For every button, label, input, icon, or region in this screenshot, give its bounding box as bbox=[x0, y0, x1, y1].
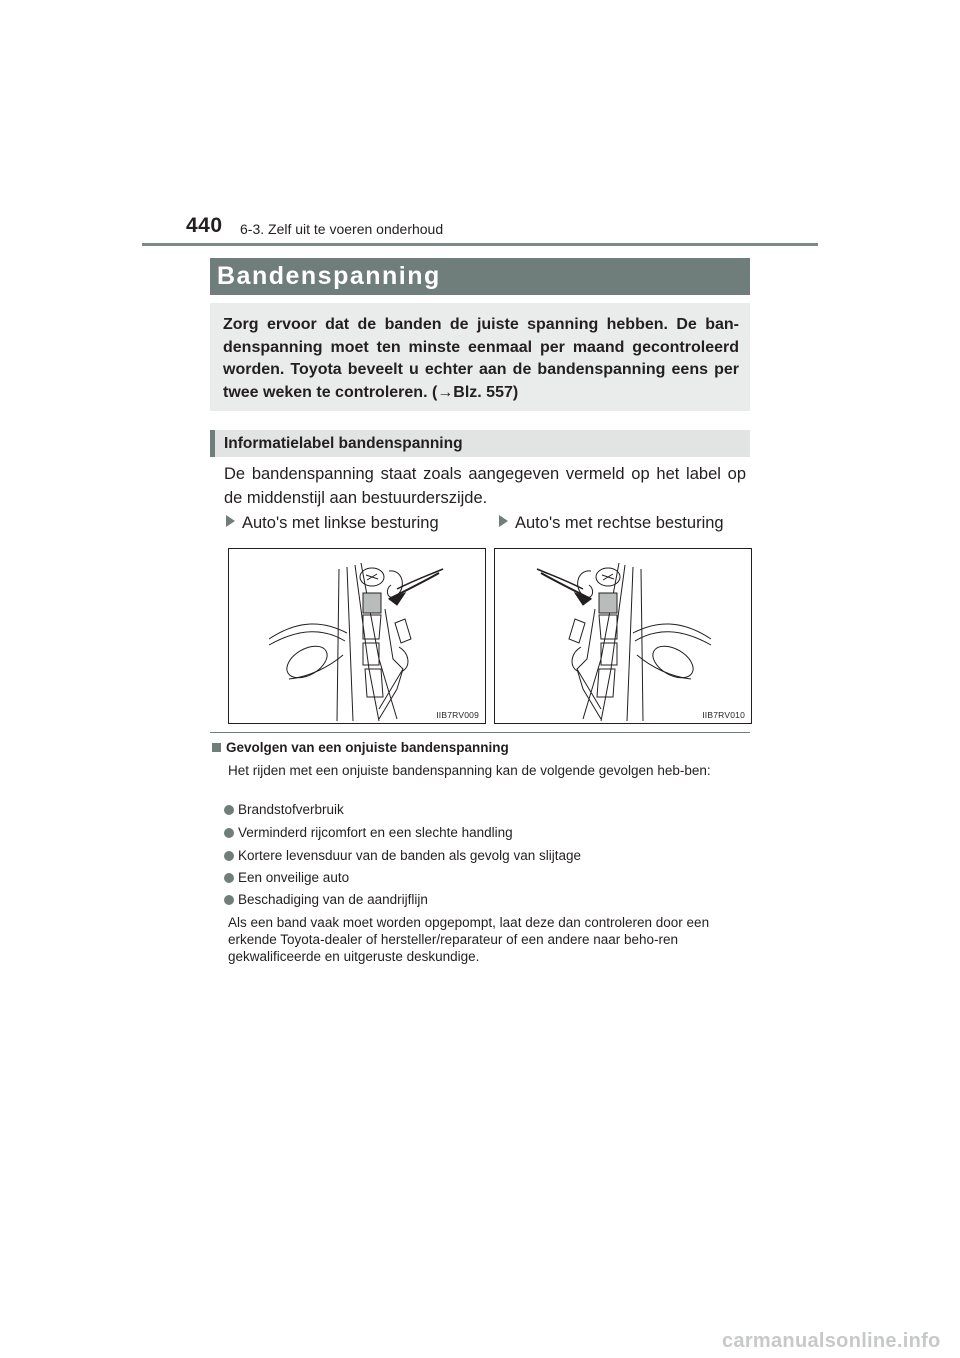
list-item: Een onveilige auto bbox=[224, 870, 349, 885]
right-figure-code: IIB7RV010 bbox=[702, 710, 745, 720]
left-figure-code: IIB7RV009 bbox=[436, 710, 479, 720]
bullet-dot-icon bbox=[224, 895, 234, 905]
consequences-heading-text: Gevolgen van een onjuiste bandenspanning bbox=[226, 740, 509, 755]
watermark: carmanualsonline.info bbox=[722, 1330, 941, 1352]
subheading-accent bbox=[210, 430, 215, 457]
header-rule bbox=[142, 243, 818, 246]
triangle-bullet-icon bbox=[499, 515, 508, 527]
bullet-dot-icon bbox=[224, 873, 234, 883]
intro-text: Zorg ervoor dat de banden de juiste spanning hebben. De ban-denspanning moet ten minste eenmaal per maand gecontroleerd worden. Toyota beveelt u echter aan de bandenspanning eens per twee weken te controleren. (→Blz. 557) bbox=[223, 316, 739, 401]
bullet-dot-icon bbox=[224, 851, 234, 861]
list-item: Kortere levensduur van de banden als gevolg van slijtage bbox=[224, 848, 581, 863]
title-bar bbox=[210, 258, 750, 295]
left-pillar-drawing bbox=[229, 549, 485, 723]
subheading: Informatielabel bandenspanning bbox=[224, 435, 463, 452]
consequences-intro: Het rijden met een onjuiste bandenspanning kan de volgende gevolgen heb-ben: bbox=[228, 763, 711, 778]
left-caption-text: Auto's met linkse besturing bbox=[242, 514, 439, 532]
bullet-dot-icon bbox=[224, 828, 234, 838]
page-title: Bandenspanning bbox=[217, 262, 441, 290]
bullet-dot-icon bbox=[224, 805, 234, 815]
intro-box bbox=[210, 303, 750, 411]
right-caption-text: Auto's met rechtse besturing bbox=[515, 514, 724, 532]
subheading-bar bbox=[210, 430, 750, 457]
left-figure-caption bbox=[226, 514, 439, 533]
list-item: Brandstofverbruik bbox=[224, 802, 344, 817]
body-paragraph: De bandenspanning staat zoals aangegeven vermeld op het label op de middenstijl aan bestuurderszijde. bbox=[224, 465, 746, 507]
consequences-note: Als een band vaak moet worden opgepompt, laat deze dan controleren door een erkende Toyota-dealer of hersteller/reparateur of een andere naar beho-ren gekwalificeerde en uitgeruste deskundige. bbox=[228, 915, 710, 964]
right-figure-caption bbox=[499, 514, 724, 533]
right-pillar-illustration bbox=[494, 548, 752, 724]
consequences-heading bbox=[212, 740, 509, 755]
list-item: Verminderd rijcomfort en een slechte handling bbox=[224, 825, 513, 840]
left-pillar-illustration bbox=[228, 548, 486, 724]
square-bullet-icon bbox=[212, 743, 221, 752]
list-item: Beschadiging van de aandrijflijn bbox=[224, 892, 428, 907]
page-number: 440 bbox=[186, 214, 223, 237]
right-pillar-drawing bbox=[495, 549, 751, 723]
triangle-bullet-icon bbox=[226, 515, 235, 527]
separator-rule bbox=[210, 732, 750, 733]
section-label: 6-3. Zelf uit te voeren onderhoud bbox=[240, 221, 444, 237]
